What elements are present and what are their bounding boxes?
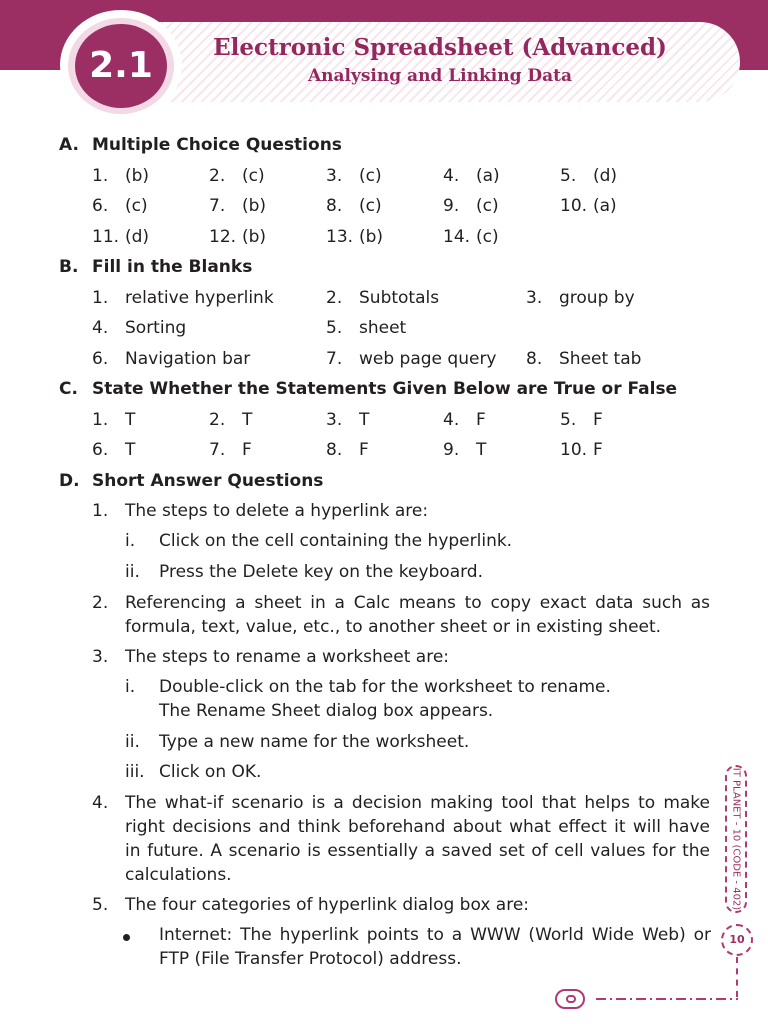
mcq-num: 14.	[443, 227, 471, 247]
mcq-answer: (b)	[242, 227, 267, 247]
fill-num: 1.	[92, 288, 109, 308]
answer-number: 4.	[92, 793, 109, 813]
answer-text: The steps to delete a hyperlink are:	[125, 501, 429, 521]
mcq-answer: (c)	[359, 196, 382, 216]
fill-answer: relative hyperlink	[125, 288, 274, 308]
mcq-answer: (d)	[593, 166, 618, 186]
section-heading-d: Short Answer Questions	[92, 471, 324, 491]
mcq-num: 11.	[92, 227, 120, 247]
tf-num: 5.	[560, 410, 577, 430]
tf-answer: T	[476, 440, 487, 460]
book-code-label: IT PLANET - 10 (CODE - 402)	[730, 767, 742, 911]
fill-num: 5.	[326, 318, 343, 338]
tf-num: 4.	[443, 410, 460, 430]
chapter-title: Electronic Spreadsheet (Advanced)	[213, 34, 667, 61]
step-text: Click on the cell containing the hyperlink.	[159, 531, 513, 551]
dashed-trail	[596, 998, 738, 1000]
section-letter-d: D.	[59, 471, 80, 491]
mcq-answer: (c)	[242, 166, 265, 186]
mcq-num: 3.	[326, 166, 343, 186]
section-letter-a: A.	[59, 135, 79, 155]
mcq-num: 13.	[326, 227, 354, 247]
fill-answer: group by	[559, 288, 635, 308]
mcq-num: 4.	[443, 166, 460, 186]
tf-answer: F	[242, 440, 252, 460]
fill-num: 3.	[526, 288, 543, 308]
mcq-num: 1.	[92, 166, 109, 186]
answer-text: The steps to rename a worksheet are:	[125, 647, 450, 667]
answer-text: The four categories of hyperlink dialog box are:	[125, 895, 530, 915]
tf-num: 2.	[209, 410, 226, 430]
section-heading-c: State Whether the Statements Given Below are True or False	[92, 379, 678, 399]
section-heading-b: Fill in the Blanks	[92, 257, 253, 277]
step-text-continued: The Rename Sheet dialog box appears.	[159, 701, 494, 721]
mcq-num: 5.	[560, 166, 577, 186]
fill-answer: Sorting	[125, 318, 187, 338]
mcq-answer: (b)	[359, 227, 384, 247]
answer-number: 5.	[92, 895, 109, 915]
fill-answer: Subtotals	[359, 288, 440, 308]
mcq-num: 8.	[326, 196, 343, 216]
tf-answer: T	[359, 410, 370, 430]
fill-answer: Sheet tab	[559, 349, 642, 369]
step-text: Double-click on the tab for the worksheet to rename.	[159, 677, 611, 697]
tf-num: 3.	[326, 410, 343, 430]
mcq-answer: (a)	[593, 196, 617, 216]
mcq-answer: (c)	[476, 196, 499, 216]
answer-paragraph: The what-if scenario is a decision making tool that helps to make right decisions and think beforehand about what effect it will have in future. A scenario is essentially a saved set of cell values for the calculations.	[125, 793, 710, 885]
section-letter-b: B.	[59, 257, 79, 277]
mcq-answer: (d)	[125, 227, 150, 247]
tf-answer: F	[359, 440, 369, 460]
mcq-answer: (c)	[359, 166, 382, 186]
bullet-text: Internet: The hyperlink points to a WWW (World Wide Web) or FTP (File Transfer Protocol) address.	[159, 925, 711, 969]
fill-answer: Navigation bar	[125, 349, 251, 369]
mcq-answer: (c)	[476, 227, 499, 247]
mcq-num: 7.	[209, 196, 226, 216]
dashed-connector	[736, 957, 738, 997]
answer-number: 2.	[92, 593, 109, 613]
step-text: Press the Delete key on the keyboard.	[159, 562, 484, 582]
step-text: Click on OK.	[159, 762, 262, 782]
step-number: ii.	[125, 562, 140, 582]
page-number: 10	[721, 924, 753, 956]
tf-answer: F	[476, 410, 486, 430]
step-number: iii.	[125, 762, 145, 782]
fill-num: 6.	[92, 349, 109, 369]
tf-num: 1.	[92, 410, 109, 430]
tf-num: 10.	[560, 440, 588, 460]
step-number: i.	[125, 531, 136, 551]
fill-num: 7.	[326, 349, 343, 369]
tf-answer: T	[242, 410, 253, 430]
fill-answer: sheet	[359, 318, 407, 338]
fill-answer: web page query	[359, 349, 497, 369]
mcq-num: 12.	[209, 227, 237, 247]
mcq-answer: (a)	[476, 166, 500, 186]
tf-answer: F	[593, 440, 603, 460]
tf-answer: T	[125, 440, 136, 460]
answer-number: 1.	[92, 501, 109, 521]
answer-paragraph: Referencing a sheet in a Calc means to copy exact data such as formula, text, value, etc., to another sheet or in existing sheet.	[125, 593, 710, 637]
mcq-num: 10.	[560, 196, 588, 216]
mcq-answer: (b)	[242, 196, 267, 216]
mcq-num: 9.	[443, 196, 460, 216]
section-letter-c: C.	[59, 379, 78, 399]
bullet-icon	[123, 934, 130, 941]
tf-num: 8.	[326, 440, 343, 460]
mcq-answer: (b)	[125, 166, 150, 186]
step-text: Type a new name for the worksheet.	[159, 732, 470, 752]
chapter-number-badge: 2.1	[75, 24, 167, 108]
step-number: ii.	[125, 732, 140, 752]
section-heading-a: Multiple Choice Questions	[92, 135, 342, 155]
fill-num: 2.	[326, 288, 343, 308]
tf-answer: F	[593, 410, 603, 430]
tf-num: 7.	[209, 440, 226, 460]
answer-number: 3.	[92, 647, 109, 667]
mcq-num: 6.	[92, 196, 109, 216]
tf-answer: T	[125, 410, 136, 430]
mouse-icon	[555, 989, 585, 1009]
chapter-subtitle: Analysing and Linking Data	[307, 66, 573, 86]
tf-num: 6.	[92, 440, 109, 460]
step-number: i.	[125, 677, 136, 697]
fill-num: 4.	[92, 318, 109, 338]
mcq-answer: (c)	[125, 196, 148, 216]
tf-num: 9.	[443, 440, 460, 460]
mcq-num: 2.	[209, 166, 226, 186]
fill-num: 8.	[526, 349, 543, 369]
